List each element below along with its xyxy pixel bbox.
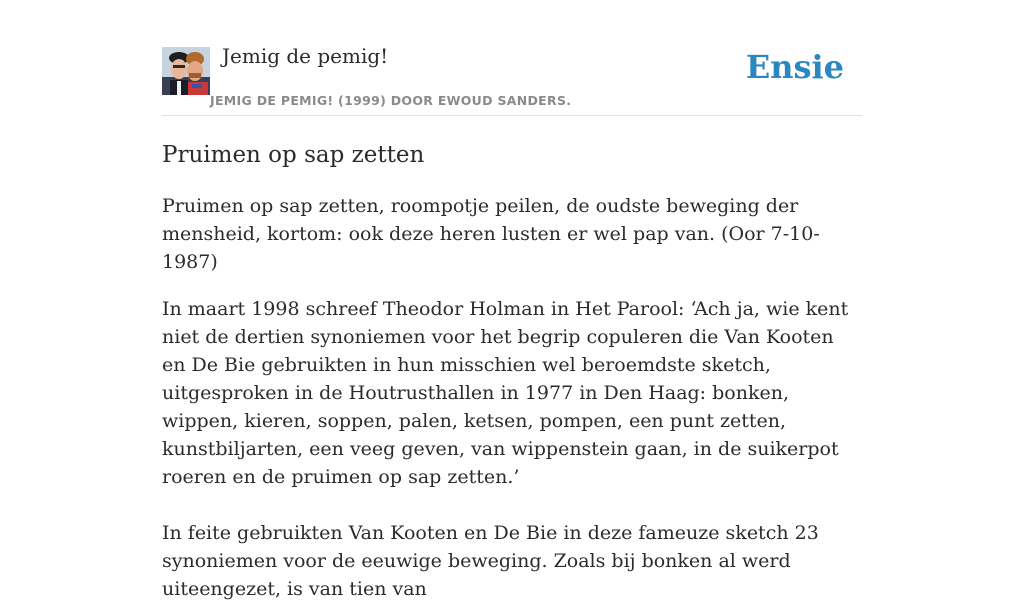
book-source-meta: JEMIG DE PEMIG! (1999) DOOR EWOUD SANDERS. xyxy=(210,93,572,108)
book-header xyxy=(162,0,862,116)
book-title[interactable]: Jemig de pemig! xyxy=(222,44,389,68)
brand-logo-link[interactable]: Ensie xyxy=(745,48,844,86)
avatar[interactable] xyxy=(162,47,210,95)
content-column xyxy=(162,0,862,603)
entry-title: Pruimen op sap zetten xyxy=(162,142,425,168)
entry-paragraph: In maart 1998 schreef Theodor Holman in Het Parool: ‘Ach ja, wie kent niet de dertien synoniemen voor het begrip copuleren die Van Kooten en De Bie gebruikten in hun misschien wel beroemdste sketch, uitgesproken in de Houtrusthallen in 1977 in Den Haag: bonken, wippen, kieren, soppen, palen, ketsen, pompen, een punt zetten, kunstbiljarten, een veeg geven, van wippenstein gaan, in de suikerpot roeren en de pruimen op sap zetten.’ xyxy=(162,298,849,488)
entry-paragraph: Pruimen op sap zetten, roompotje peilen, de oudste beweging der mensheid, kortom: ook deze heren lusten er wel pap van. (Oor 7-10-1987) xyxy=(162,195,820,273)
avatar-photo-icon xyxy=(162,47,210,95)
entry-paragraph: In feite gebruikten Van Kooten en De Bie in deze fameuze sketch 23 synoniemen voor de eeuwige beweging. Zoals bij bonken al werd uiteengezet, is van tien van xyxy=(162,522,819,600)
